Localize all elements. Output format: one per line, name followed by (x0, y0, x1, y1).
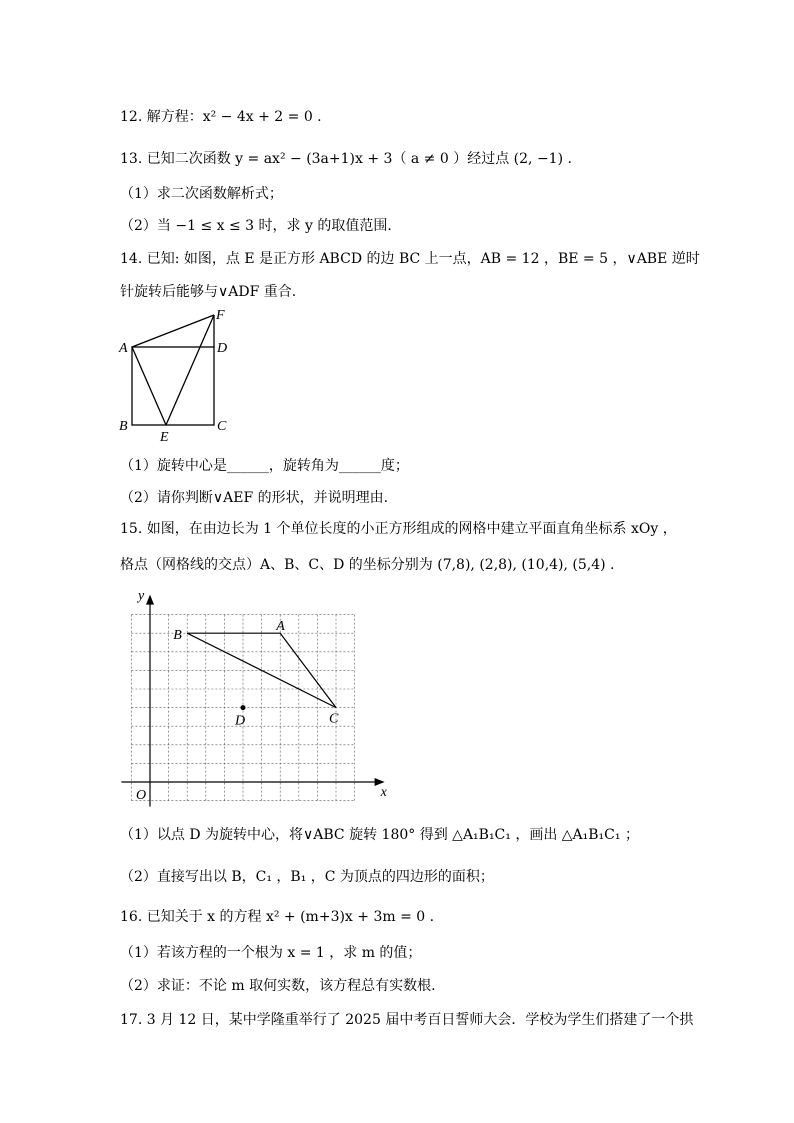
label-y-axis: y (138, 588, 145, 604)
point-d (241, 705, 246, 710)
segment-ae (132, 347, 166, 425)
label-c: C (329, 711, 339, 727)
question-16-part-2: （2）求证：不论 m 取何实数，该方程总有实数根. (120, 978, 436, 994)
question-15-part-2: （2）直接写出以 B，C₁ ，B₁ ，C 为顶点的四边形的面积； (120, 869, 494, 885)
figure-15-coordinate-grid (110, 585, 390, 810)
y-axis-arrow-icon (146, 595, 154, 605)
square-abcd (132, 347, 214, 425)
question-13-part-1: （1）求二次函数解析式； (120, 186, 283, 202)
question-13-stem: 13. 已知二次函数 y = ax² − (3a+1)x + 3（ a ≠ 0 ）经过点 (2, −1) . (120, 151, 572, 167)
question-14-part-2: （2）请你判断∨AEF 的形状，并说明理由. (120, 490, 389, 506)
label-a: A (119, 341, 128, 356)
label-d: D (235, 713, 246, 729)
question-12: 12. 解方程：x² − 4x + 2 = 0 . (120, 109, 322, 125)
label-x-axis: x (380, 785, 387, 800)
label-a: A (276, 619, 285, 635)
label-origin: O (136, 788, 147, 803)
question-14-part-1: （1）旋转中心是______，旋转角为______度； (120, 458, 409, 474)
question-15-stem-line-2: 格点（网格线的交点）A、B、C、D 的坐标分别为 (7,8), (2,8), (10,4), (5,4) . (120, 557, 615, 573)
label-b: B (119, 419, 128, 434)
question-16-part-1: （1）若该方程的一个根为 x = 1 ，求 m 的值； (120, 945, 422, 961)
figure-14-square-rotation (110, 305, 240, 445)
label-d: D (217, 341, 228, 356)
label-b: B (173, 628, 182, 644)
question-14-stem-line-1: 14. 已知: 如图，点 E 是正方形 ABCD 的边 BC 上一点，AB = 12 ，BE = 5 ，∨ABE 逆时 (120, 251, 700, 267)
label-f: F (216, 308, 225, 323)
question-17: 17. 3 月 12 日，某中学隆重举行了 2025 届中考百日誓师大会．学校为学生们搭建了一个拱 (120, 1012, 694, 1028)
label-c: C (217, 419, 227, 434)
question-13-part-2: （2）当 −1 ≤ x ≤ 3 时，求 y 的取值范围. (120, 218, 392, 234)
question-15-stem-line-1: 15. 如图，在由边长为 1 个单位长度的小正方形组成的网格中建立平面直角坐标系 xOy ， (120, 521, 677, 537)
question-14-stem-line-2: 针旋转后能够与∨ADF 重合. (120, 284, 297, 300)
question-15-part-1: （1）以点 D 为旋转中心，将∨ABC 旋转 180° 得到 △A₁B₁C₁ ，画出 △A₁B₁C₁ ； (120, 827, 639, 843)
question-16-stem: 16. 已知关于 x 的方程 x² + (m+3)x + 3m = 0 . (120, 909, 435, 925)
label-e: E (160, 430, 169, 445)
coordinate-axes (121, 595, 384, 807)
